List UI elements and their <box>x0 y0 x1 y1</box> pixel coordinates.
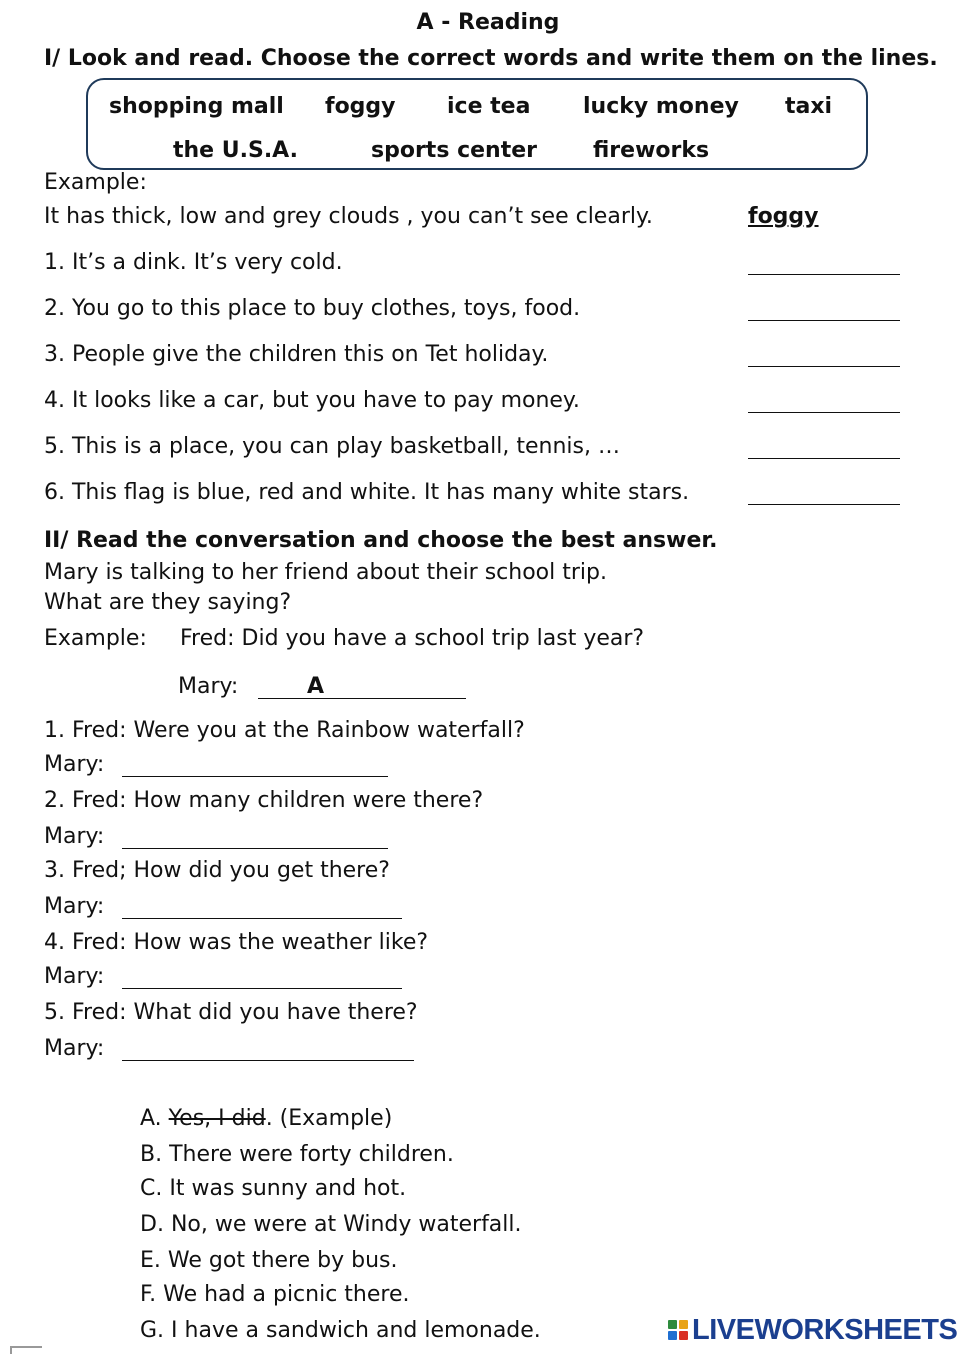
part1-example-label: Example: <box>44 170 147 195</box>
part2-mary-label-1: Mary: <box>44 752 105 777</box>
part2-question-2: 2. Fred: How many children were there? <box>44 788 484 813</box>
option-letter: F. <box>140 1282 157 1307</box>
word-bank-item: shopping mall <box>109 94 284 119</box>
part1-example-answer: foggy <box>748 204 819 229</box>
part2-answer-blank-5[interactable] <box>122 1060 414 1061</box>
part1-question-2: 2. You go to this place to buy clothes, toys, food. <box>44 296 581 321</box>
part2-mary-label-4: Mary: <box>44 964 105 989</box>
option-struck-text: Yes, I did <box>168 1106 266 1131</box>
part2-question-3: 3. Fred; How did you get there? <box>44 858 390 883</box>
option-d <box>140 1212 522 1237</box>
option-letter: C. <box>140 1176 163 1201</box>
part2-question-5: 5. Fred: What did you have there? <box>44 1000 418 1025</box>
part1-answer-blank-1[interactable] <box>748 274 900 275</box>
part1-answer-blank-6[interactable] <box>748 504 900 505</box>
option-text: There were forty children. <box>169 1142 454 1167</box>
option-c <box>140 1176 406 1201</box>
option-f <box>140 1282 410 1307</box>
option-g <box>140 1318 541 1343</box>
word-bank-item: foggy <box>325 94 396 119</box>
option-text: We had a picnic there. <box>163 1282 410 1307</box>
page-title: A - Reading <box>416 10 560 35</box>
part2-answer-blank-4[interactable] <box>122 988 402 989</box>
part2-example-label: Example: <box>44 626 147 651</box>
part2-example-answer: A <box>307 674 325 699</box>
option-a <box>140 1106 392 1131</box>
option-letter: E. <box>140 1248 161 1273</box>
part2-example-mary: Mary: <box>178 674 239 699</box>
part2-question-1: 1. Fred: Were you at the Rainbow waterfall? <box>44 718 525 743</box>
part2-answer-blank-3[interactable] <box>122 918 402 919</box>
option-text: It was sunny and hot. <box>169 1176 407 1201</box>
part1-question-1: 1. It’s a dink. It’s very cold. <box>44 250 343 275</box>
part2-answer-blank-1[interactable] <box>122 776 388 777</box>
liveworksheets-logo[interactable] <box>668 1312 957 1348</box>
part2-answer-blank-2[interactable] <box>122 848 388 849</box>
part2-heading: II/ Read the conversation and choose the best answer. <box>44 528 718 553</box>
part1-answer-blank-2[interactable] <box>748 320 900 321</box>
part2-mary-label-5: Mary: <box>44 1036 105 1061</box>
word-bank <box>86 78 868 170</box>
part2-example-blank <box>258 698 466 699</box>
part2-intro-line-2: What are they saying? <box>44 590 292 615</box>
part1-heading: I/ Look and read. Choose the correct words and write them on the lines. <box>44 46 938 71</box>
part1-question-6: 6. This flag is blue, red and white. It has many white stars. <box>44 480 690 505</box>
option-text: We got there by bus. <box>167 1248 398 1273</box>
option-letter: A. <box>140 1106 162 1131</box>
option-text: . (Example) <box>265 1106 393 1131</box>
part2-mary-label-2: Mary: <box>44 824 105 849</box>
part2-example-question: Fred: Did you have a school trip last year? <box>180 626 645 651</box>
word-bank-item: taxi <box>785 94 833 119</box>
part1-question-5: 5. This is a place, you can play basketball, tennis, … <box>44 434 620 459</box>
word-bank-item: sports center <box>371 138 537 163</box>
word-bank-item: fireworks <box>593 138 710 163</box>
option-text: I have a sandwich and lemonade. <box>171 1318 541 1343</box>
liveworksheets-mark-icon <box>668 1320 688 1340</box>
page-corner-mark <box>10 1346 42 1354</box>
option-text: No, we were at Windy waterfall. <box>170 1212 522 1237</box>
part2-mary-label-3: Mary: <box>44 894 105 919</box>
part2-question-4: 4. Fred: How was the weather like? <box>44 930 429 955</box>
word-bank-item: the U.S.A. <box>173 138 298 163</box>
option-e <box>140 1248 397 1273</box>
part1-question-4: 4. It looks like a car, but you have to pay money. <box>44 388 580 413</box>
option-letter: B. <box>140 1142 163 1167</box>
part2-intro-line-1: Mary is talking to her friend about their school trip. <box>44 560 607 585</box>
part1-answer-blank-3[interactable] <box>748 366 900 367</box>
part1-example-sentence: It has thick, low and grey clouds , you can’t see clearly. <box>44 204 653 229</box>
option-letter: G. <box>140 1318 165 1343</box>
part1-answer-blank-5[interactable] <box>748 458 900 459</box>
option-letter: D. <box>140 1212 164 1237</box>
part1-answer-blank-4[interactable] <box>748 412 900 413</box>
word-bank-item: lucky money <box>583 94 739 119</box>
part1-question-3: 3. People give the children this on Tet holiday. <box>44 342 549 367</box>
brand-name: LIVEWORKSHEETS <box>692 1313 958 1346</box>
option-b <box>140 1142 454 1167</box>
word-bank-item: ice tea <box>447 94 531 119</box>
